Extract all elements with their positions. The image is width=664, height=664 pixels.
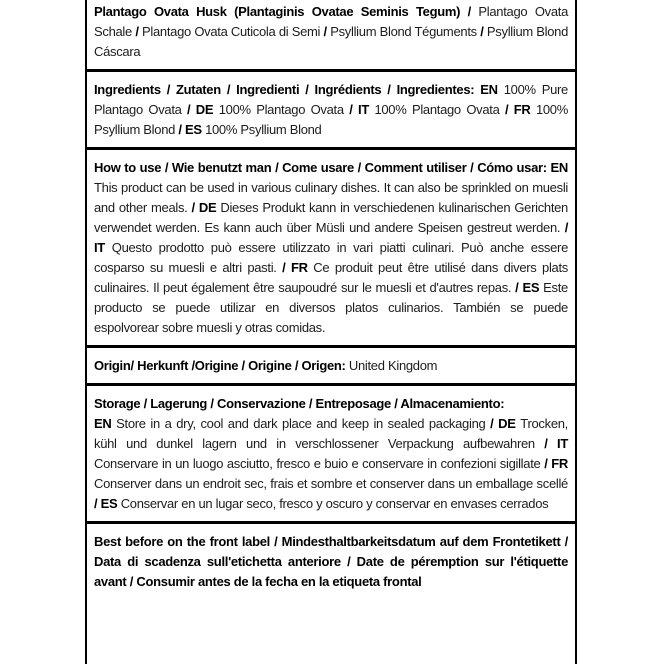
section-best-before: [87, 524, 575, 599]
product-name-text: Psyllium Blond Téguments: [330, 24, 481, 39]
section-origin: [87, 348, 575, 383]
section-product-name: [87, 0, 575, 69]
best-before-bold-text: Best before on the front label / Mindesthaltbarkeitsdatum auf dem Frontetikett / Data di scadenza sull'etichetta anteriore / Date de péremption sur l'étiquette avant / Consumir antes de la fecha en la etiqueta frontal: [94, 534, 568, 589]
section-how-to-use: [87, 150, 575, 345]
storage-text: Conservar en un lugar seco, fresco y oscuro y conservar en envases cerrados: [120, 496, 549, 511]
product-label: [85, 0, 577, 664]
storage-text: Store in a dry, cool and dark place and keep in sealed packaging: [116, 416, 491, 431]
origin-text: United Kingdom: [348, 358, 438, 373]
storage-bold-text: / FR: [544, 456, 568, 471]
ingredients-bold-text: / ES: [178, 122, 206, 137]
ingredients-text: 100% Pure Plantago Ovata: [94, 82, 568, 117]
storage-bold-text: EN: [94, 416, 117, 431]
ingredients-text: 100% Psyllium Blond: [205, 122, 322, 137]
ingredients-text: 100% Psyllium Blond: [94, 102, 568, 137]
section-storage: [87, 386, 575, 521]
storage-text: Conservare in un luogo asciutto, fresco e buio e conservare in confezioni sigillate: [94, 456, 545, 471]
how-to-use-bold-text: / ES: [515, 280, 544, 295]
how-to-use-text: This product can be used in various culinary dishes. It can also be sprinkled on muesli and other meals.: [94, 180, 568, 215]
storage-bold-text: / ES: [94, 496, 121, 511]
how-to-use-bold-text: / IT: [94, 220, 568, 255]
product-name-text: Plantago Ovata Cuticola di Semi: [142, 24, 324, 39]
storage-text: Trocken, kühl und dunkel lagern und in verschlossener Verpackung aufbewahren: [94, 416, 568, 451]
section-ingredients: [87, 72, 575, 147]
how-to-use-bold-text: How to use / Wie benutzt man / Come usare / Comment utiliser / Cómo usar: EN: [94, 160, 568, 175]
how-to-use-text: Ce produit peut être utilisé dans divers plats culinaires. Il peut également être saupoudré sur le muesli et d'autres repas.: [94, 260, 568, 295]
how-to-use-text: Questo prodotto può essere utilizzato in vari piatti culinari. Può anche essere cosparso su muesli e altri pasti.: [94, 240, 569, 275]
how-to-use-text: Dieses Produkt kann in verschiedenen kulinarischen Gerichten verwendet werden. Es kann auch über Müsli und andere Speisen gestreut werden.: [94, 200, 568, 235]
product-name-text: Psyllium Blond Cáscara: [94, 24, 569, 59]
product-name-bold-text: /: [135, 24, 143, 39]
storage-bold-text: / IT: [544, 436, 568, 451]
ingredients-text: 100% Plantago Ovata: [218, 102, 350, 117]
storage-text: Conserver dans un endroit sec, frais et sombre et conserver dans un emballage scellé: [94, 476, 568, 491]
ingredients-bold-text: / IT: [349, 102, 375, 117]
product-name-bold-text: /: [323, 24, 331, 39]
ingredients-bold-text: / DE: [187, 102, 219, 117]
ingredients-bold-text: Ingredients / Zutaten / Ingredienti / Ingrédients / Ingredientes: EN: [94, 82, 504, 97]
product-name-bold-text: /: [480, 24, 487, 39]
ingredients-text: 100% Plantago Ovata: [374, 102, 505, 117]
ingredients-bold-text: / FR: [504, 102, 536, 117]
product-name-bold-text: Plantago Ovata Husk (Plantaginis Ovatae Seminis Tegum) /: [94, 4, 479, 19]
how-to-use-text: Este producto se puede utilizar en diversos platos culinarios. También se puede espolvorear sobre muesli y otras comidas.: [94, 280, 568, 335]
origin-bold-text: Origin/ Herkunft /Origine / Origine / Origen:: [94, 358, 349, 373]
how-to-use-bold-text: / FR: [282, 260, 314, 275]
product-name-text: Plantago Ovata Schale: [94, 4, 569, 39]
how-to-use-bold-text: / DE: [191, 200, 221, 215]
storage-bold-text: Storage / Lagerung / Conservazione / Entreposage / Almacenamiento:: [94, 396, 505, 411]
storage-bold-text: / DE: [490, 416, 521, 431]
